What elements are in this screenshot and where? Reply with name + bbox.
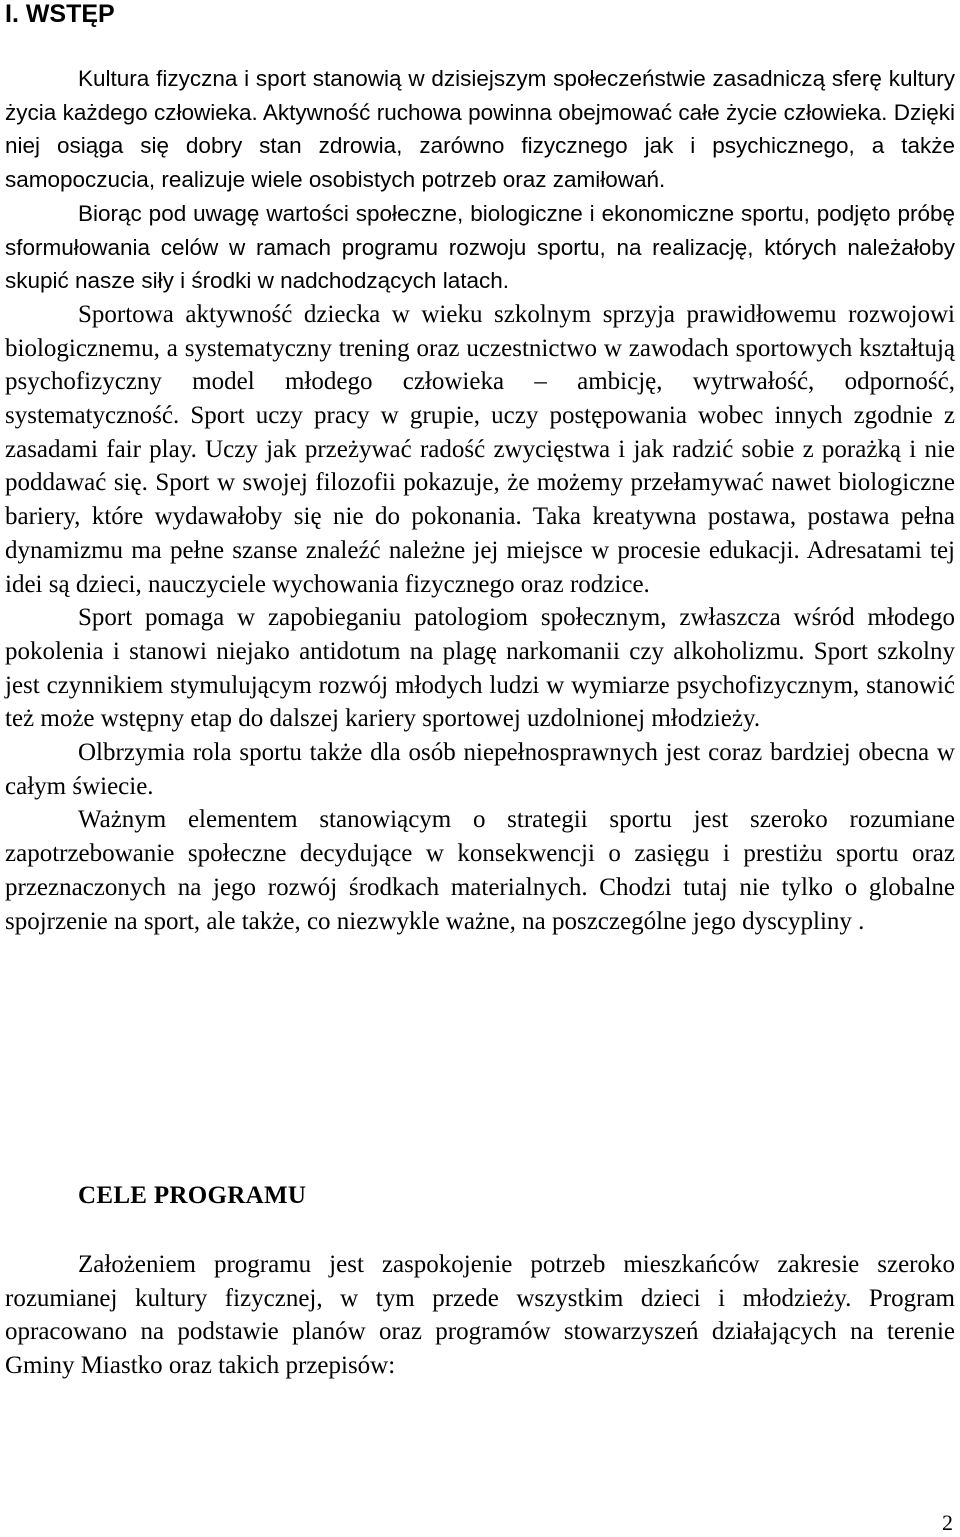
section-paragraph: Założeniem programu jest zaspokojenie potrzeb mieszkańców zakresie szeroko rozumianej kultury fizycznej, w tym przede wszystkim dzieci i młodzieży. Program opracowano na podstawie planów oraz programów stowarzyszeń działających na terenie Gminy Miastko oraz takich przepisów: [5, 1251, 955, 1380]
paragraph-1: Kultura fizyczna i sport stanowią w dzisiejszym społeczeństwie zasadniczą sferę kultury życia każdego człowieka. Aktywność ruchowa powinna obejmować całe życie człowieka. Dzięki niej osiąga się dobry stan zdrowia, zarówno fizycznego jak i psychicznego, a także samopoczucia, realizuje wiele osobistych potrzeb oraz zamiłowań. [5, 66, 955, 193]
paragraph-6: Ważnym elementem stanowiącym o strategii sportu jest szeroko rozumiane zapotrzebowanie społeczne decydujące w konsekwencji o zasięgu i prestiżu sportu oraz przeznaczonych na jego rozwój środkach materialnych. Chodzi tutaj nie tylko o globalne spojrzenie na sport, ale także, co niezwykle ważne, na poszczególne jego dyscypliny . [5, 806, 955, 935]
introduction-body [5, 62, 955, 938]
section-body [5, 1248, 955, 1383]
paragraph-4: Sport pomaga w zapobieganiu patologiom społecznym, zwłaszcza wśród młodego pokolenia i stanowi niejako antidotum na plagę narkomanii czy alkoholizmu. Sport szkolny jest czynnikiem stymulującym rozwój młodych ludzi w wymiarze psychofizycznym, stanowić też może wstępny etap do dalszej kariery sportowej uzdolnionej młodzieży. [5, 604, 955, 733]
page-number: 2 [942, 1510, 953, 1535]
paragraph-2: Biorąc pod uwagę wartości społeczne, biologiczne i ekonomiczne sportu, podjęto próbę sformułowania celów w ramach programu rozwoju sportu, na realizację, których należałoby skupić nasze siły i środki w nadchodzących latach. [5, 200, 955, 294]
paragraph-3: Sportowa aktywność dziecka w wieku szkolnym sprzyja prawidłowemu rozwojowi biologicznemu, a systematyczny trening oraz uczestnictwo w zawodach sportowych kształtują psychofizyczny model młodego człowieka – ambicję, wytrwałość, odporność, systematyczność. Sport uczy pracy w grupie, uczy postępowania wobec innych zgodnie z zasadami fair play. Uczy jak przeżywać radość zwycięstwa i jak radzić sobie z porażką i nie poddawać się. Sport w swojej filozofii pokazuje, że możemy przełamywać nawet biologiczne bariery, które wydawałoby się nie do pokonania. Taka kreatywna postawa, postawa pełna dynamizmu ma pełne szanse znaleźć należne jej miejsce w procesie edukacji. Adresatami tej idei są dzieci, nauczyciele wychowania fizycznego oraz rodzice. [5, 300, 955, 598]
section-title: CELE PROGRAMU [78, 1182, 307, 1209]
paragraph-5: Olbrzymia rola sportu także dla osób niepełnosprawnych jest coraz bardziej obecna w całym świecie. [5, 739, 955, 800]
chapter-heading: I. WSTĘP [5, 0, 115, 28]
